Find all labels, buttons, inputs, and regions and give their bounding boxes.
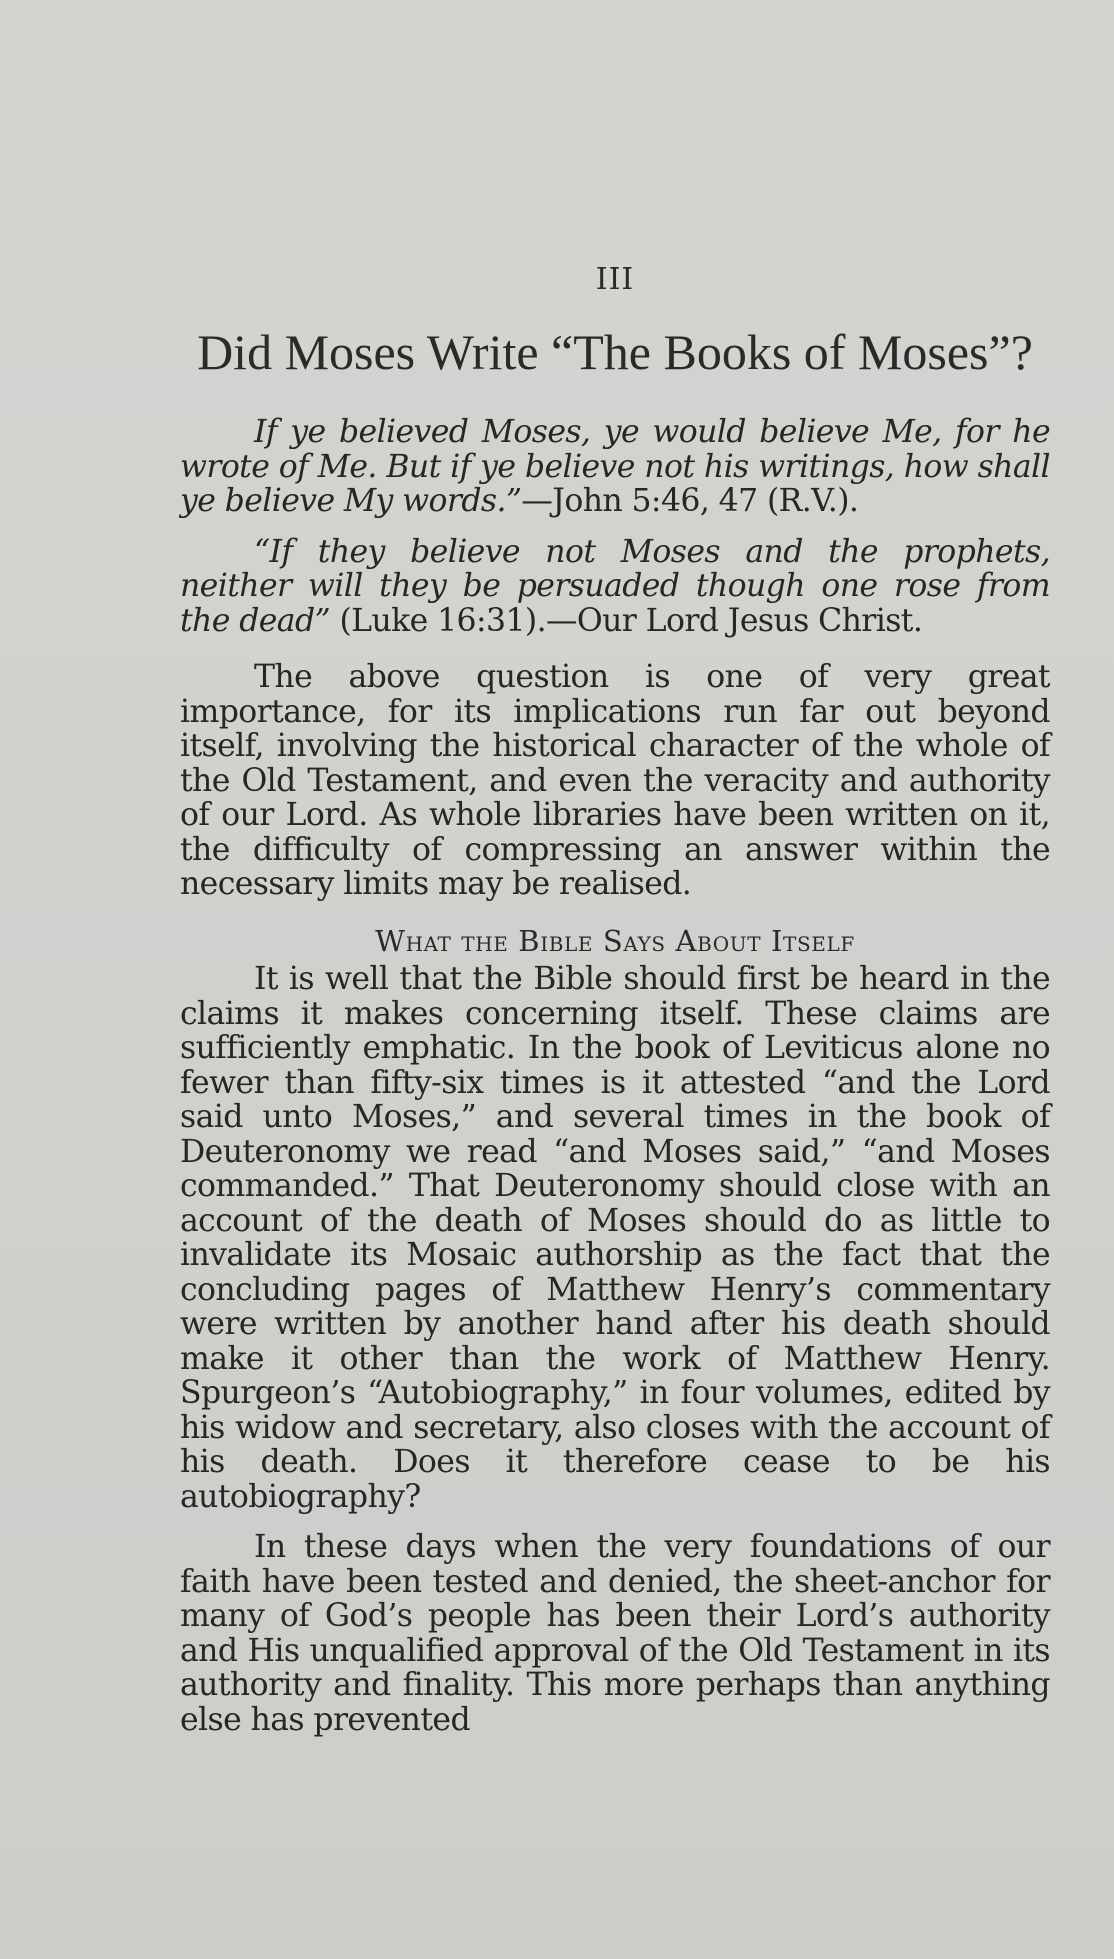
intro-paragraph: The above question is one of very great importance, for its implications run far out beyond itself, involving the historical character of the whole of the Old Testament, and even the veracity and authority of our Lord. As whole libraries have been written on it, the difficulty of compressing an answer within the necessary limits may be realised. xyxy=(180,659,1050,902)
body-paragraph: In these days when the very foundations of our faith have been tested and denied, the sheet-anchor for many of God’s people has been their Lord’s authority and His unqualified approval of the Old Testament in its authority and finality. This more perhaps than anything else has prevented xyxy=(180,1529,1050,1738)
epigraph-quote: “If they believe not Moses and the prophets, neither will they be persuaded though one rose from the dead” xyxy=(180,533,1050,639)
epigraph-citation: —John 5:46, 47 (R.V.). xyxy=(521,483,859,519)
chapter-number: III xyxy=(595,262,635,297)
epigraph-luke xyxy=(180,535,1050,639)
section-heading: What the Bible Says About Itself xyxy=(375,923,855,958)
epigraph-quote: If ye believed Moses, ye would believe Me, for he wrote of Me. But if ye believe not his writings, how shall ye believe My words.” xyxy=(180,414,1050,519)
book-page xyxy=(180,262,1050,1759)
epigraph-citation: (Luke 16:31).—Our Lord Jesus Christ. xyxy=(330,602,923,639)
epigraph-john xyxy=(180,415,1050,519)
chapter-text xyxy=(180,415,1050,1737)
body-paragraph: It is well that the Bible should first be heard in the claims it makes concerning itself. These claims are sufficiently emphatic. In the book of Leviticus alone no fewer than fifty-six times is it attested “and the Lord said unto Moses,” and several times in the book of Deuteronomy we read “and Moses said,” “and Moses commanded.” That Deuteronomy should close with an account of the death of Moses should do as little to invalidate its Mosaic authorship as the fact that the concluding pages of Matthew Henry’s commentary were written by another hand after his death should make it other than the work of Matthew Henry. Spurgeon’s “Autobiography,” in four volumes, edited by his widow and secretary, also closes with the account of his death. Does it therefore cease to be his autobiography? xyxy=(180,961,1050,1515)
chapter-title: Did Moses Write “The Books of Moses”? xyxy=(197,324,1033,380)
